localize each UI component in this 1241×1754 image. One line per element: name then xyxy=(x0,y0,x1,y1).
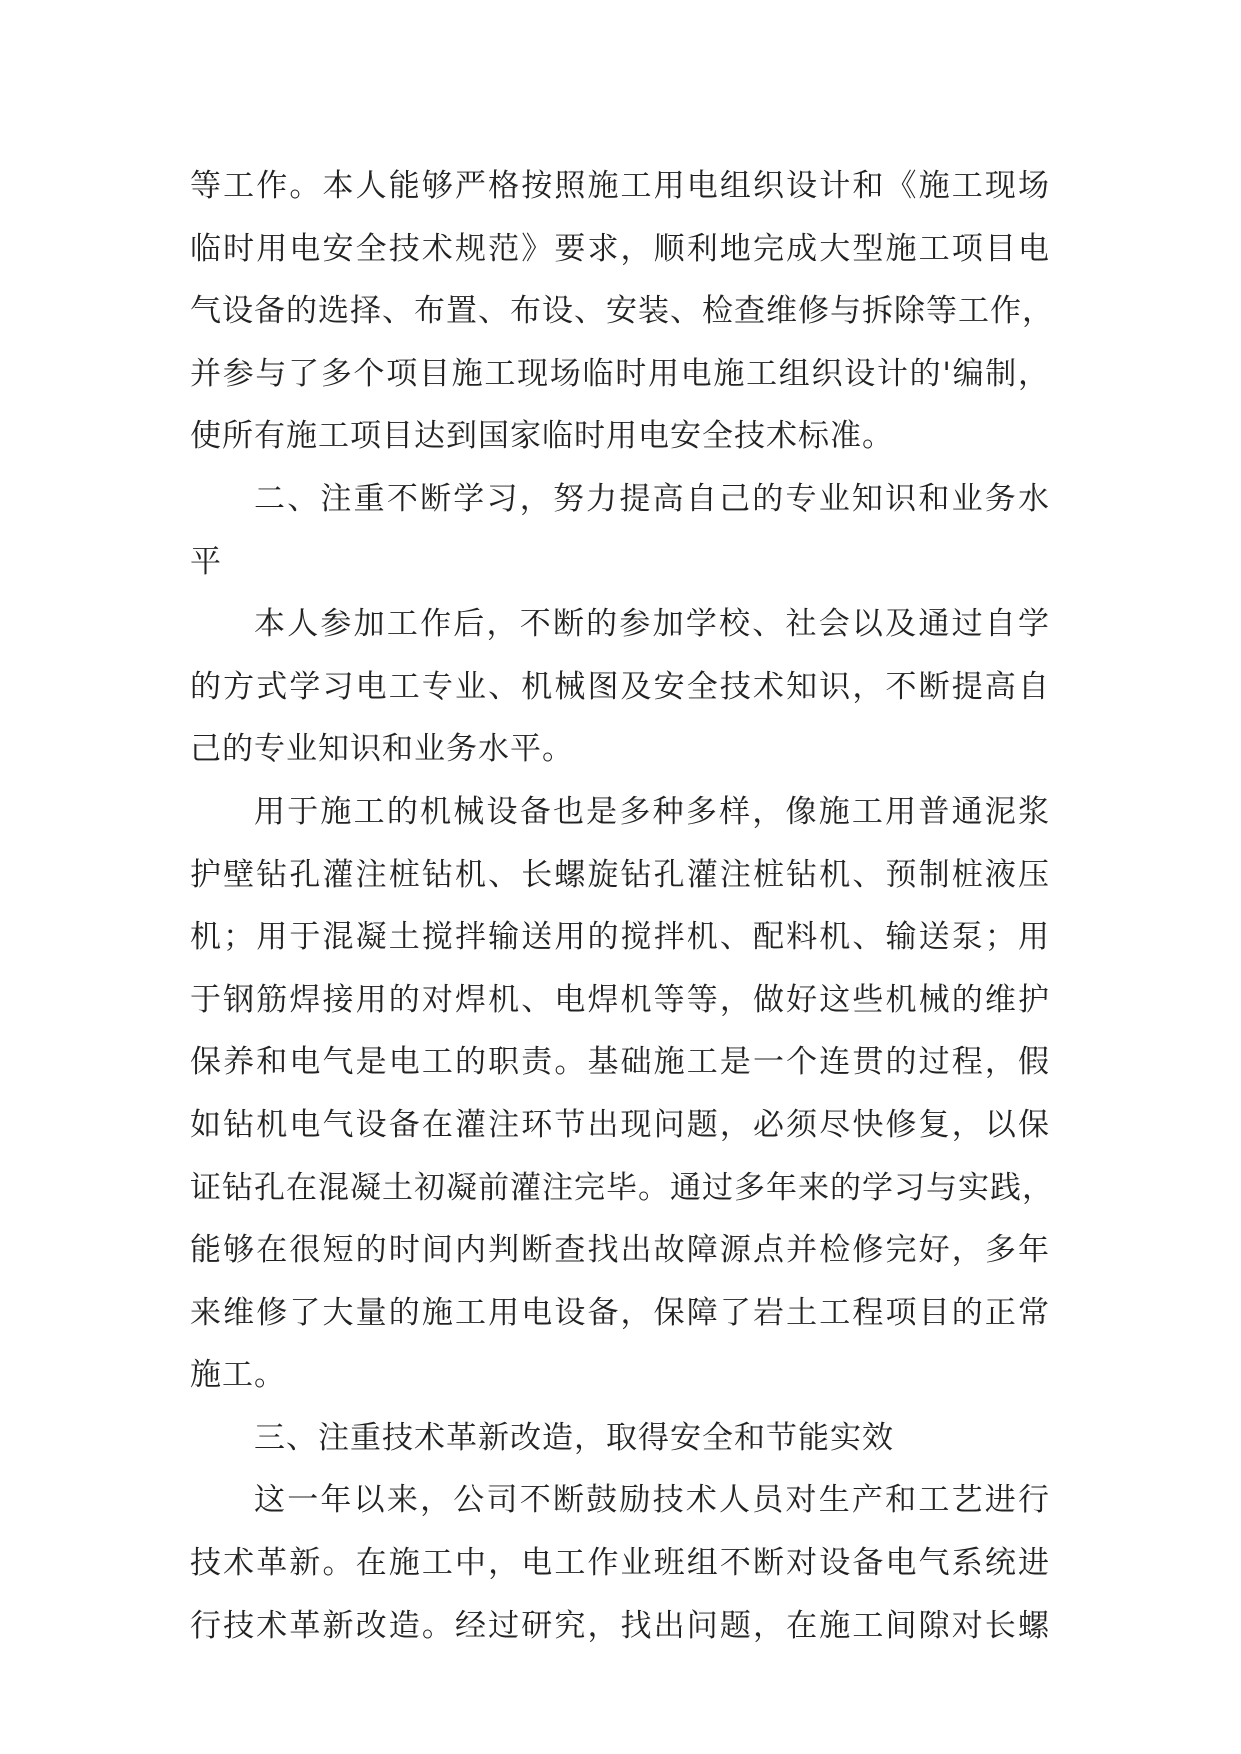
text-line: 并参与了多个项目施工现场临时用电施工组织设计的'编制， xyxy=(190,355,1050,392)
section-heading: 平 xyxy=(190,543,222,580)
text-line: 护壁钻孔灌注桩钻机、长螺旋钻孔灌注桩钻机、预制桩液压 xyxy=(190,856,1050,893)
text-line: 行技术革新改造。经过研究，找出问题，在施工间隙对长螺 xyxy=(190,1607,1050,1644)
section-heading: 三、注重技术革新改造，取得安全和节能实效 xyxy=(254,1419,894,1456)
section-heading: 二、注重不断学习，努力提高自己的专业知识和业务水 xyxy=(254,480,1050,517)
text-line: 的方式学习电工专业、机械图及安全技术知识，不断提高自 xyxy=(190,668,1050,705)
text-line: 本人参加工作后，不断的参加学校、社会以及通过自学 xyxy=(254,606,1050,643)
text-line: 机；用于混凝土搅拌输送用的搅拌机、配料机、输送泵；用 xyxy=(190,919,1050,956)
text-line: 如钻机电气设备在灌注环节出现问题，必须尽快修复，以保 xyxy=(190,1106,1050,1143)
text-line: 等工作。本人能够严格按照施工用电组织设计和《施工现场 xyxy=(190,168,1050,204)
text-line: 使所有施工项目达到国家临时用电安全技术标准。 xyxy=(190,418,894,455)
body-text xyxy=(190,155,1054,1657)
text-line: 气设备的选择、布置、布设、安装、检查维修与拆除等工作， xyxy=(190,293,1054,330)
text-line: 能够在很短的时间内判断查找出故障源点并检修完好，多年 xyxy=(190,1232,1050,1269)
text-line: 己的专业知识和业务水平。 xyxy=(190,731,574,768)
text-line: 用于施工的机械设备也是多种多样，像施工用普通泥浆 xyxy=(254,793,1050,830)
text-line: 这一年以来，公司不断鼓励技术人员对生产和工艺进行 xyxy=(254,1482,1050,1519)
text-line: 证钻孔在混凝土初凝前灌注完毕。通过多年来的学习与实践， xyxy=(190,1169,1054,1206)
text-line: 来维修了大量的施工用电设备，保障了岩土工程项目的正常 xyxy=(190,1294,1050,1331)
text-line: 施工。 xyxy=(190,1357,286,1394)
text-line: 于钢筋焊接用的对焊机、电焊机等等，做好这些机械的维护 xyxy=(190,981,1050,1018)
text-line: 技术革新。在施工中，电工作业班组不断对设备电气系统进 xyxy=(190,1545,1050,1582)
text-line: 保养和电气是电工的职责。基础施工是一个连贯的过程，假 xyxy=(190,1044,1050,1081)
text-line: 临时用电安全技术规范》要求，顺利地完成大型施工项目电 xyxy=(190,230,1050,267)
